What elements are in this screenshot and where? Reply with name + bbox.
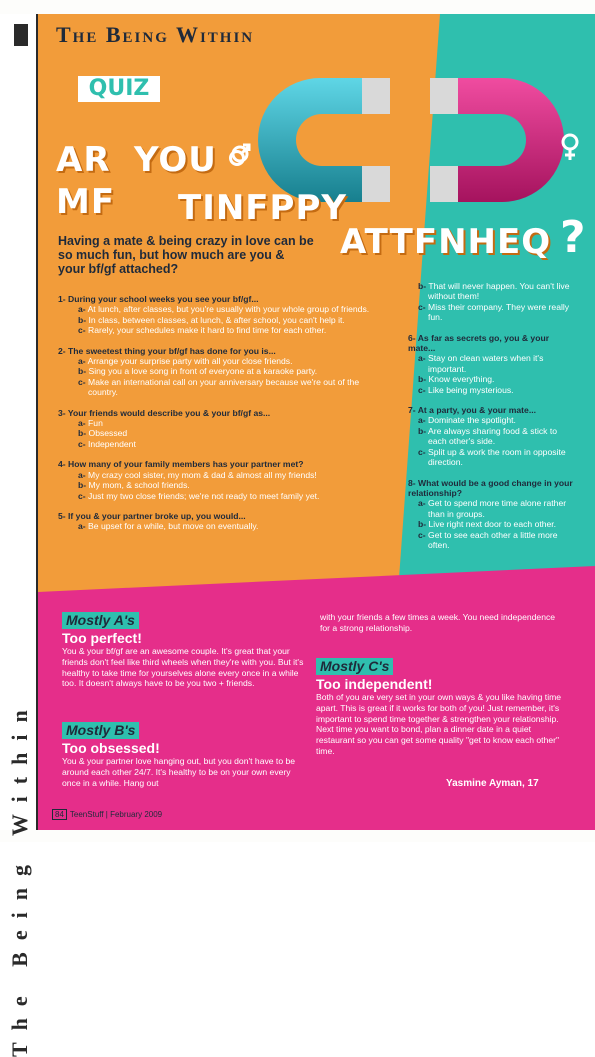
question-heading: 2- The sweetest thing your bf/gf has done for you is... bbox=[58, 345, 276, 356]
option-text: Like being mysterious. bbox=[428, 384, 514, 395]
option-letter: b- bbox=[78, 314, 87, 325]
answer-option bbox=[72, 491, 380, 501]
answer-option bbox=[412, 519, 578, 529]
option-letter: a- bbox=[78, 418, 86, 429]
female-symbol-icon bbox=[563, 135, 577, 160]
option-text: Are always sharing food & stick to each other's side. bbox=[428, 425, 558, 447]
option-letter: a- bbox=[78, 356, 86, 367]
option-letter: a- bbox=[78, 469, 86, 480]
option-text: Dominate the spotlight. bbox=[428, 415, 516, 426]
answer-option bbox=[412, 415, 578, 425]
result-b-heading: Mostly B's bbox=[62, 722, 139, 739]
answer-option bbox=[412, 374, 578, 384]
option-text: Stay on clean waters when it's important. bbox=[428, 353, 544, 374]
answer-option bbox=[72, 356, 380, 366]
option-text: Arrange your surprise party with all your close friends. bbox=[87, 356, 293, 367]
option-letter: b- bbox=[418, 374, 427, 385]
title-word-3: MF bbox=[56, 182, 116, 222]
questions-left-column bbox=[58, 294, 380, 532]
option-text: Split up & work the room in opposite direction. bbox=[428, 446, 566, 468]
author-credit: Yasmine Ayman, 17 bbox=[446, 778, 539, 789]
option-letter: b- bbox=[78, 480, 87, 491]
section-title: The Being Within bbox=[56, 22, 255, 47]
option-text: At lunch, after classes, but you're usually with your whole group of friends. bbox=[87, 304, 370, 315]
title-question-mark: ? bbox=[560, 212, 586, 263]
option-text: Know everything. bbox=[428, 374, 495, 385]
intro-text: Having a mate & being crazy in love can be so much fun, but how much are you & your bf/gf attached? bbox=[58, 234, 314, 276]
side-band bbox=[0, 14, 38, 1057]
question-heading: 1- During your school weeks you see your bf/gf... bbox=[58, 294, 259, 304]
option-text: In class, between classes, at lunch, & after school, you can't help it. bbox=[88, 314, 345, 325]
option-letter: b- bbox=[418, 281, 427, 291]
result-c bbox=[316, 658, 564, 757]
option-text: Independent bbox=[88, 438, 136, 449]
answer-option bbox=[412, 426, 578, 447]
teal-magnet-tip-bottom bbox=[362, 166, 390, 202]
side-band-text: The Being Within bbox=[7, 698, 32, 1057]
option-text: Live right next door to each other. bbox=[428, 519, 557, 530]
option-text: Make an international call on your anniversary because we're out of the country. bbox=[88, 376, 360, 398]
question-heading: 5- If you & your partner broke up, you would... bbox=[58, 510, 246, 521]
page-number: 84 bbox=[52, 809, 67, 820]
result-b-body: You & your partner love hanging out, but you don't have to be around each other 24/7. It's healthy to be on your own every once in a while. Hang out bbox=[62, 756, 296, 788]
option-text: Get to see each other a little more often. bbox=[428, 529, 558, 550]
result-a-heading: Mostly A's bbox=[62, 612, 139, 629]
pink-magnet-tip-top bbox=[430, 78, 458, 114]
option-text: Get to spend more time alone rather than in groups. bbox=[428, 498, 567, 519]
question-heading: 4- How many of your family members has your partner met? bbox=[58, 459, 304, 470]
answer-option bbox=[72, 439, 380, 449]
result-b-subtitle: Too obsessed! bbox=[62, 740, 160, 756]
option-letter: a- bbox=[78, 521, 86, 532]
option-letter: b- bbox=[418, 425, 427, 436]
option-letter: a- bbox=[78, 304, 86, 315]
question-heading: 3- Your friends would describe you & your bf/gf as... bbox=[58, 407, 271, 418]
result-c-heading: Mostly C's bbox=[316, 658, 393, 675]
answer-option bbox=[72, 480, 380, 490]
teal-magnet bbox=[258, 78, 380, 202]
result-c-subtitle: Too independent! bbox=[316, 676, 433, 692]
result-c-body: Both of you are very set in your own ways & you like having time apart. This is great if it works for both of you! Just remember, it's important to spend time together & strengthen your relationship. Next time you want to bond, plan a dinner date in a quiet restaurant so you can get some quality "get to know each other" time. bbox=[316, 692, 562, 756]
option-text: My mom, & school friends. bbox=[88, 480, 190, 491]
option-letter: a- bbox=[418, 415, 426, 426]
header-bar bbox=[14, 24, 28, 46]
answer-option bbox=[72, 470, 380, 480]
option-text: Be upset for a while, but move on eventually. bbox=[88, 521, 259, 532]
result-b bbox=[62, 722, 306, 788]
publication-line: TeenStuff | February 2009 bbox=[69, 810, 163, 819]
option-text: My crazy cool sister, my mom & dad & almost all my friends! bbox=[88, 469, 317, 480]
option-text: Sing you a love song in front of everyone at a karaoke party. bbox=[88, 366, 318, 377]
title-word-1: AR bbox=[56, 140, 111, 180]
option-letter: b- bbox=[78, 366, 87, 377]
option-text: That will never happen. You can't live without them! bbox=[428, 281, 570, 302]
option-text: Obsessed bbox=[88, 428, 128, 439]
option-letter: c- bbox=[418, 384, 426, 395]
answer-option bbox=[412, 385, 578, 395]
option-letter: a- bbox=[418, 498, 426, 509]
option-letter: b- bbox=[78, 428, 87, 439]
answer-option bbox=[412, 498, 578, 519]
option-letter: a- bbox=[418, 353, 426, 364]
option-text: Fun bbox=[88, 418, 103, 429]
question-heading: 8- What would be a good change in your relationship? bbox=[408, 477, 573, 498]
option-text: Miss their company. They were really fun. bbox=[428, 301, 570, 323]
option-letter: c- bbox=[78, 490, 86, 501]
answer-option bbox=[72, 366, 380, 376]
option-letter: b- bbox=[418, 519, 427, 530]
answer-option bbox=[72, 418, 380, 428]
option-text: Just my two close friends; we're not ready to meet family yet. bbox=[88, 490, 320, 501]
pink-magnet-tip-bottom bbox=[430, 166, 458, 202]
answer-option bbox=[72, 315, 380, 325]
teal-magnet-tip-top bbox=[362, 78, 390, 114]
answer-option bbox=[72, 521, 380, 531]
option-letter: c- bbox=[418, 529, 426, 540]
answer-option bbox=[412, 530, 578, 551]
answer-option bbox=[412, 281, 578, 302]
answer-option bbox=[412, 447, 578, 468]
result-a-subtitle: Too perfect! bbox=[62, 630, 142, 646]
question-heading: 7- At a party, you & your mate... bbox=[408, 405, 536, 416]
result-a-body: You & your bf/gf are an awesome couple. It's great that your friends don't feel like third wheels when they're with you. But it's healthy to take time for yourselves alone every once in a while too. It doesn't always have to be you two + friends. bbox=[62, 646, 304, 689]
option-letter: c- bbox=[78, 325, 86, 336]
title-word-2: YOU bbox=[134, 140, 217, 180]
page-footer bbox=[52, 809, 162, 820]
title-word-4: TINFPPY bbox=[178, 188, 347, 228]
option-letter: c- bbox=[78, 438, 86, 449]
answer-option bbox=[412, 302, 578, 323]
option-letter: c- bbox=[418, 301, 426, 312]
answer-option bbox=[72, 325, 380, 335]
quiz-tag: QUIZ bbox=[78, 76, 160, 102]
title-word-5: ATTFNHEQ bbox=[340, 222, 552, 262]
option-letter: c- bbox=[78, 376, 86, 387]
option-text: Rarely, your schedules make it hard to find time for each other. bbox=[88, 325, 327, 336]
answer-option bbox=[72, 377, 380, 398]
answer-option bbox=[412, 353, 578, 374]
question-heading: 6- As far as secrets go, you & your mate... bbox=[408, 332, 550, 354]
result-a bbox=[62, 612, 306, 689]
male-symbol-icon bbox=[228, 142, 252, 168]
pink-magnet bbox=[440, 78, 564, 202]
questions-right-column bbox=[408, 281, 578, 550]
answer-option bbox=[72, 304, 380, 314]
result-b-body-continued: with your friends a few times a week. You need independence for a strong relationship. bbox=[320, 612, 556, 633]
option-letter: c- bbox=[418, 446, 426, 457]
answer-option bbox=[72, 428, 380, 438]
